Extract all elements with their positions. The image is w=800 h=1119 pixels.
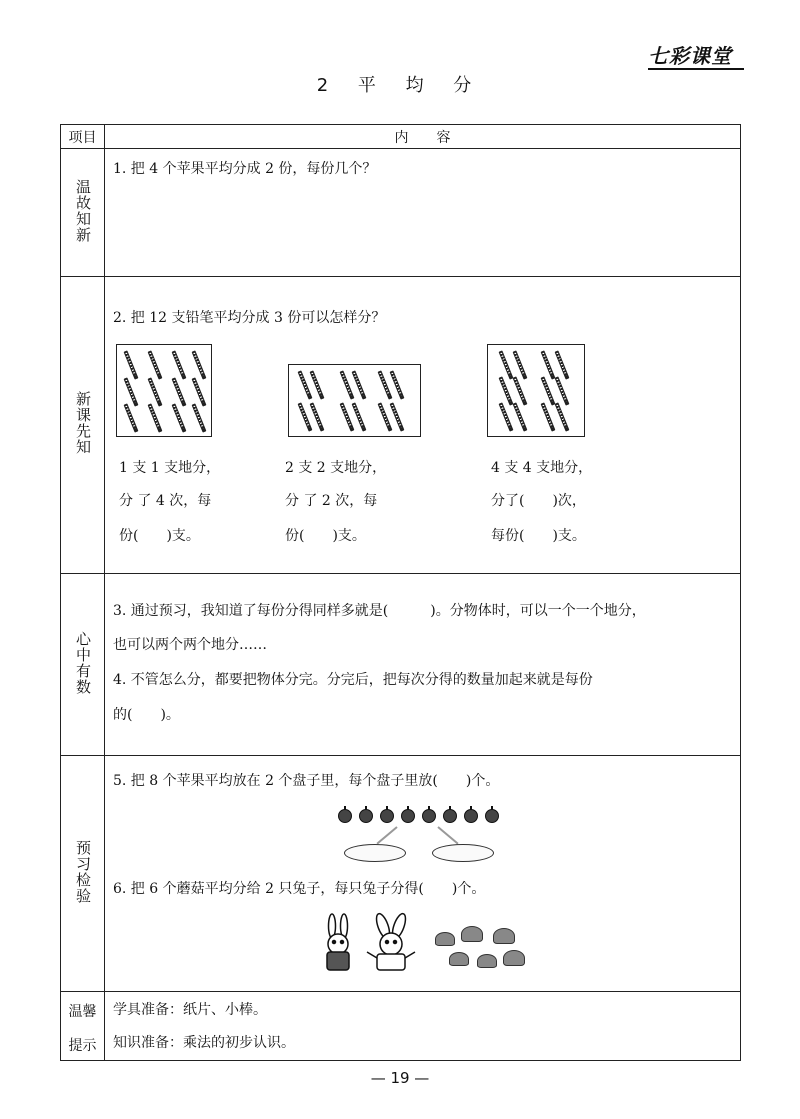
pencil-icon: [390, 402, 405, 431]
pencil-icon: [310, 370, 325, 399]
pencil-icon: [390, 370, 405, 399]
pencil-group-1: [116, 344, 212, 437]
pencil-icon: [499, 402, 514, 431]
tips-label-2: 提示: [68, 1038, 97, 1054]
header-item: 项目: [61, 125, 105, 149]
pencil-icon: [172, 403, 187, 432]
pencil-icon: [352, 370, 367, 399]
pencil-icon: [148, 377, 163, 406]
apple-icon: [401, 809, 415, 823]
pencil-icon: [541, 402, 556, 431]
option-2-line2: 分 了 2 次，每: [285, 493, 378, 509]
section-tips: [61, 992, 741, 1061]
pencil-icon: [555, 402, 570, 431]
section-preview: [61, 277, 741, 574]
pencil-icon: [541, 376, 556, 405]
option-2-line3: 份( )支。: [285, 528, 366, 544]
tips-line-1: 学具准备：纸片、小棒。: [113, 1002, 267, 1018]
pencil-icon: [499, 376, 514, 405]
pencil-icon: [499, 350, 514, 379]
mushroom-icon: [435, 932, 455, 946]
apple-icon: [443, 809, 457, 823]
plate-icon: [344, 844, 406, 862]
option-3-line3: 每份( )支。: [491, 528, 586, 544]
pencil-icon: [124, 377, 139, 406]
question-3-line1: 3. 通过预习，我知道了每份分得同样多就是( )。分物体时，可以一个一个地分，: [113, 603, 646, 619]
rabbits-icon: [315, 912, 425, 974]
apple-icon: [380, 809, 394, 823]
question-3-line2: 也可以两个两个地分……: [113, 637, 267, 653]
brand-underline: [648, 68, 744, 70]
apple-icon: [464, 809, 478, 823]
pencil-icon: [192, 403, 207, 432]
pencil-icon: [172, 350, 187, 379]
section-label-preview: 新课先知: [74, 391, 92, 455]
question-5: 5. 把 8 个苹果平均放在 2 个盘子里，每个盘子里放( )个。: [113, 773, 500, 789]
pencil-icon: [513, 350, 528, 379]
header-content: 内 容: [105, 125, 741, 149]
tips-label-1: 温馨: [68, 1004, 97, 1020]
pencil-group-2: [288, 364, 421, 437]
apple-icon: [485, 809, 499, 823]
lesson-table: [60, 124, 741, 1061]
apple-icon: [338, 809, 352, 823]
section-check: [61, 756, 741, 992]
pencil-icon: [192, 350, 207, 379]
section-understanding: [61, 574, 741, 756]
question-4-line1: 4. 不管怎么分，都要把物体分完。分完后，把每次分得的数量加起来就是每份: [113, 672, 593, 688]
mushroom-icon: [493, 928, 515, 944]
arrow-left-icon: [376, 826, 397, 844]
question-1: 1. 把 4 个苹果平均分成 2 份，每份几个？: [113, 161, 377, 177]
page-title: 2 平 均 分: [316, 75, 484, 96]
pencil-icon: [124, 350, 139, 379]
pencil-icon: [148, 403, 163, 432]
apple-icon: [422, 809, 436, 823]
brand-logo: [648, 40, 748, 70]
section-review: [61, 149, 741, 277]
option-1-line1: 1 支 1 支地分，: [119, 460, 221, 476]
mushroom-icon: [477, 954, 497, 968]
option-1-line2: 分 了 4 次，每: [119, 493, 212, 509]
option-2-line1: 2 支 2 支地分，: [285, 460, 387, 476]
pencil-icon: [555, 350, 570, 379]
plate-icon: [432, 844, 494, 862]
option-3-line2: 分了( )次，: [491, 493, 586, 509]
tips-line-2: 知识准备：乘法的初步认识。: [113, 1035, 295, 1051]
mushroom-icon: [461, 926, 483, 942]
mushroom-icon: [503, 950, 525, 966]
pencil-icon: [541, 350, 556, 379]
question-4-line2: 的( )。: [113, 707, 180, 723]
pencil-icon: [555, 376, 570, 405]
page-number: — 19 —: [370, 1069, 430, 1087]
mushroom-icon: [449, 952, 469, 966]
apple-icon: [359, 809, 373, 823]
question-2: 2. 把 12 支铅笔平均分成 3 份可以怎样分？: [113, 310, 386, 326]
pencil-group-3: [487, 344, 585, 437]
table-header-row: [61, 125, 741, 149]
pencil-icon: [124, 403, 139, 432]
pencil-icon: [513, 376, 528, 405]
option-3-line1: 4 支 4 支地分，: [491, 460, 593, 476]
section-label-check: 预习检验: [74, 839, 92, 904]
section-label-understanding: 心中有数: [74, 630, 92, 695]
brand-text: 七彩课堂: [648, 44, 732, 68]
pencil-icon: [513, 402, 528, 431]
pencil-icon: [172, 377, 187, 406]
pencil-icon: [148, 350, 163, 379]
pencil-icon: [352, 402, 367, 431]
question-6: 6. 把 6 个蘑菇平均分给 2 只兔子，每只兔子分得( )个。: [113, 881, 486, 897]
section-label-review: 温故知新: [74, 178, 92, 243]
arrow-right-icon: [437, 826, 458, 844]
pencil-icon: [310, 402, 325, 431]
pencil-icon: [192, 377, 207, 406]
option-1-line3: 份( )支。: [119, 528, 200, 544]
